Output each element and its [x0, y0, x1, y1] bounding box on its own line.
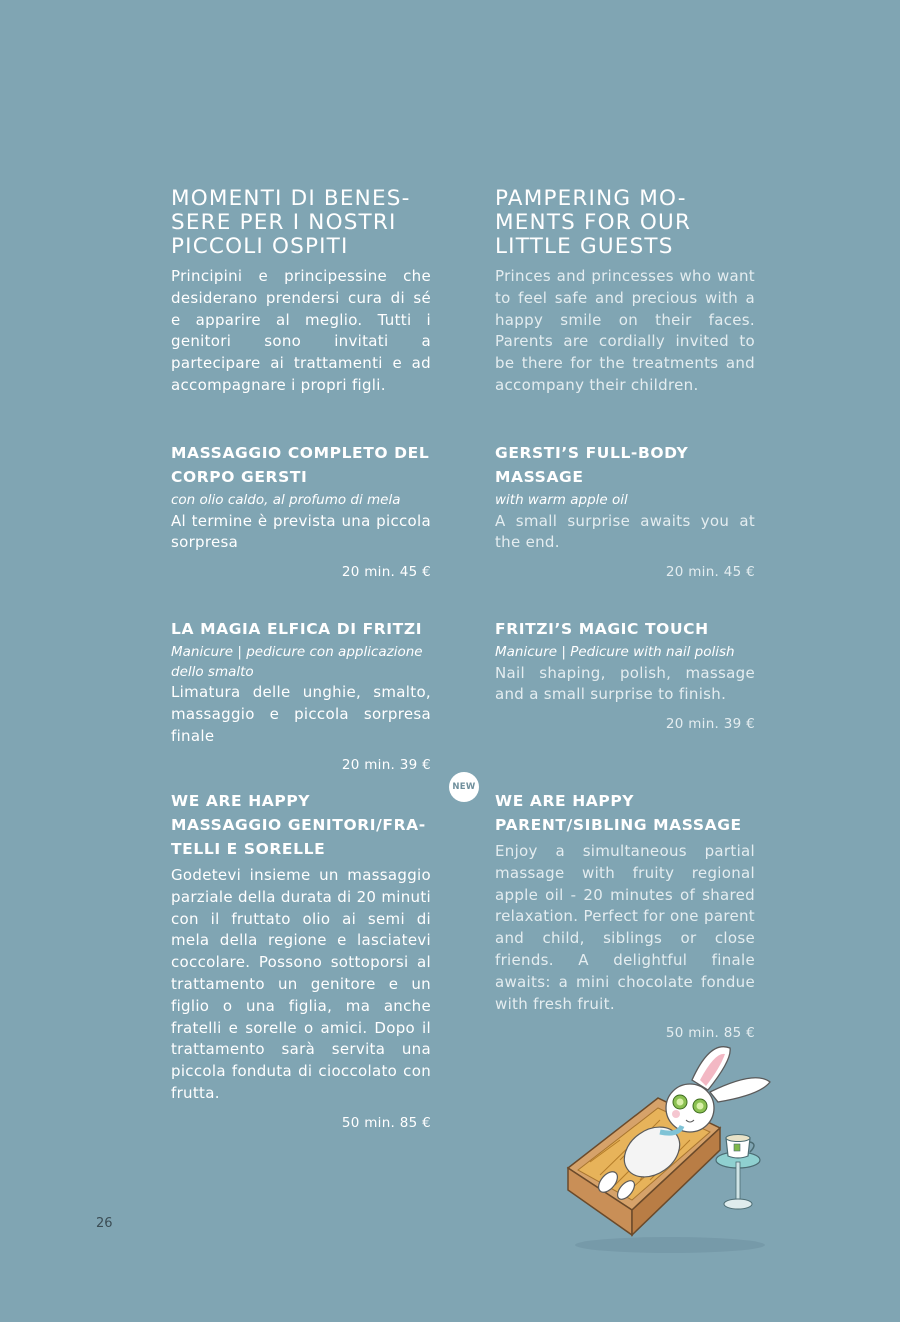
- english-item-gersti-massage: [495, 441, 755, 581]
- item-description: A small surprise awaits you at the end.: [495, 511, 755, 552]
- item-price: 20 min. 45 €: [341, 564, 431, 581]
- bunny-spa-illustration: [560, 1040, 780, 1255]
- item-title: WE ARE HAPPY MASSAGGIO GENITORI/FRA- TELLI E SORELLE: [171, 792, 426, 858]
- italian-item-gersti-massage: [171, 441, 431, 581]
- italian-headline: MOMENTI DI BENES- SERE PER I NOSTRI PICCOLI OSPITI: [171, 186, 411, 259]
- english-item-fritzi-magic: [495, 617, 755, 733]
- new-badge: NEW: [449, 772, 479, 802]
- item-price: 50 min. 85 €: [665, 1025, 755, 1042]
- item-price: 20 min. 39 €: [665, 716, 755, 733]
- side-table-icon: [716, 1135, 760, 1210]
- item-title: FRITZI’S MAGIC TOUCH: [495, 620, 709, 638]
- item-subtitle: Manicure | pedicure con applicazione dello smalto: [171, 644, 423, 680]
- english-headline: PAMPERING MO- MENTS FOR OUR LITTLE GUESTS: [495, 186, 692, 259]
- item-title: LA MAGIA ELFICA DI FRITZI: [171, 620, 423, 638]
- item-subtitle: Manicure | Pedicure with nail polish: [495, 644, 735, 660]
- english-item-we-are-happy: [495, 789, 755, 1042]
- italian-item-we-are-happy: [171, 789, 431, 1132]
- italian-item-fritzi-magic: [171, 617, 431, 774]
- item-subtitle: con olio caldo, al profumo di mela: [171, 492, 401, 508]
- item-price: 50 min. 85 €: [341, 1114, 431, 1131]
- item-description: Nail shaping, polish, massage and a small surprise to finish.: [495, 663, 755, 704]
- item-price: 20 min. 45 €: [665, 564, 755, 581]
- item-subtitle: with warm apple oil: [495, 492, 628, 508]
- item-description: Al termine è prevista una piccola sorpresa: [171, 511, 431, 552]
- item-title: GERSTI’S FULL-BODY MASSAGE: [495, 444, 689, 486]
- item-title: WE ARE HAPPY PARENT/SIBLING MASSAGE: [495, 792, 742, 834]
- item-description: Godetevi insieme un massaggio parziale della durata di 20 minuti con il fruttato olio ai semi di mela della regione e lasciatevi coccolare. Possono sottoporsi al trattamento un genitore e un figlio o una figlia, ma anche fratelli e sorelle o amici. Dopo il trattamento sarà servita una piccola fonduta di cioccolato con frutta.: [171, 866, 431, 1102]
- english-intro: Princes and princesses who want to feel safe and precious with a happy smile on their faces. Parents are cordially invited to be there for the treatments and accompany their children.: [495, 267, 755, 394]
- item-title: MASSAGGIO COMPLETO DEL CORPO GERSTI: [171, 444, 430, 486]
- item-description: Limatura delle unghie, smalto, massaggio e piccola sorpresa finale: [171, 683, 431, 745]
- item-description: Enjoy a simultaneous partial massage with fruity regional apple oil - 20 minutes of shared relaxation. Perfect for one parent and child, siblings or close friends. A delightful finale awaits: a mini chocolate fondue with fresh fruit.: [495, 842, 755, 1013]
- item-price: 20 min. 39 €: [341, 757, 431, 774]
- italian-intro: Principini e principessine che desiderano prendersi cura di sé e apparire al meglio. Tutti i genitori sono invitati a partecipare ai trattamenti e ad accompagnare i propri figli.: [171, 267, 431, 394]
- page-number: 26: [96, 1216, 113, 1231]
